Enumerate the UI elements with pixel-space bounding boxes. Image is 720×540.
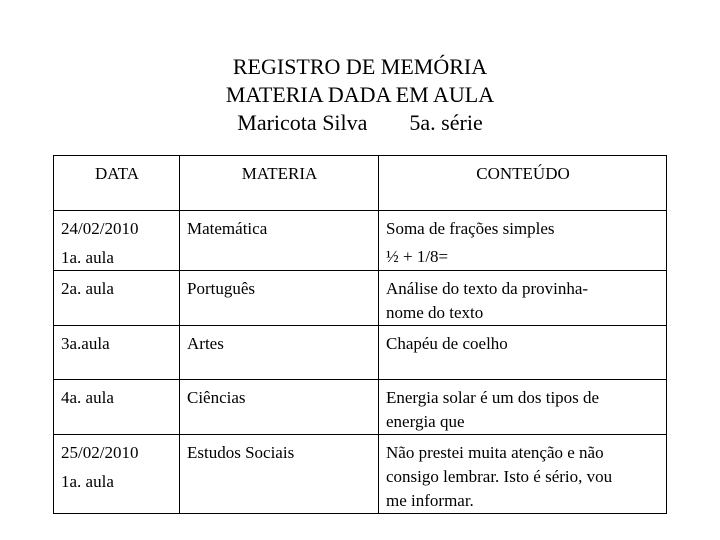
column-header-data: DATA	[54, 156, 180, 211]
student-grade: 5a. série	[409, 110, 483, 135]
cell-date: 24/02/2010	[61, 219, 139, 238]
cell-lesson: 1a. aula	[61, 472, 114, 491]
cell-conteudo-line: Chapéu de coelho	[386, 334, 508, 353]
cell-conteudo-line: nome do texto	[386, 303, 484, 322]
table-row	[54, 326, 667, 380]
cell-data	[54, 211, 180, 271]
table-header-row	[54, 156, 667, 211]
column-header-conteudo: CONTEÚDO	[379, 156, 667, 211]
cell-conteudo	[379, 271, 667, 326]
cell-materia: Artes	[180, 326, 379, 380]
cell-materia: Matemática	[180, 211, 379, 271]
cell-conteudo-line: me informar.	[386, 491, 474, 510]
table-row	[54, 271, 667, 326]
cell-data	[54, 326, 180, 380]
table-row	[54, 211, 667, 271]
title-line-1: REGISTRO DE MEMÓRIA	[232, 54, 488, 79]
student-info-line	[0, 109, 720, 137]
table-row	[54, 435, 667, 514]
cell-date: 25/02/2010	[61, 443, 139, 462]
student-name: Maricota Silva	[237, 110, 368, 135]
cell-lesson: 3a.aula	[61, 334, 110, 353]
memory-record-table	[53, 155, 667, 514]
cell-conteudo	[379, 211, 667, 271]
table-row	[54, 380, 667, 435]
cell-conteudo-line: ½ + 1/8=	[386, 247, 449, 266]
cell-conteudo	[379, 435, 667, 514]
cell-materia: Ciências	[180, 380, 379, 435]
cell-data	[54, 271, 180, 326]
column-header-materia: MATERIA	[180, 156, 379, 211]
cell-conteudo-line: consigo lembrar. Isto é sério, vou	[386, 467, 613, 486]
cell-lesson: 4a. aula	[61, 388, 114, 407]
cell-materia: Português	[180, 271, 379, 326]
cell-conteudo-line: energia que	[386, 412, 465, 431]
cell-lesson: 2a. aula	[61, 279, 114, 298]
cell-conteudo	[379, 380, 667, 435]
cell-conteudo-line: Energia solar é um dos tipos de	[386, 388, 600, 407]
cell-conteudo-line: Não prestei muita atenção e não	[386, 443, 604, 462]
document-header	[0, 53, 720, 137]
cell-conteudo-line: Análise do texto da provinha-	[386, 279, 589, 298]
cell-materia: Estudos Sociais	[180, 435, 379, 514]
cell-lesson: 1a. aula	[61, 248, 114, 267]
cell-data	[54, 435, 180, 514]
cell-conteudo-line: Soma de frações simples	[386, 219, 555, 238]
cell-data	[54, 380, 180, 435]
title-line-2: MATERIA DADA EM AULA	[225, 82, 495, 107]
cell-conteudo	[379, 326, 667, 380]
